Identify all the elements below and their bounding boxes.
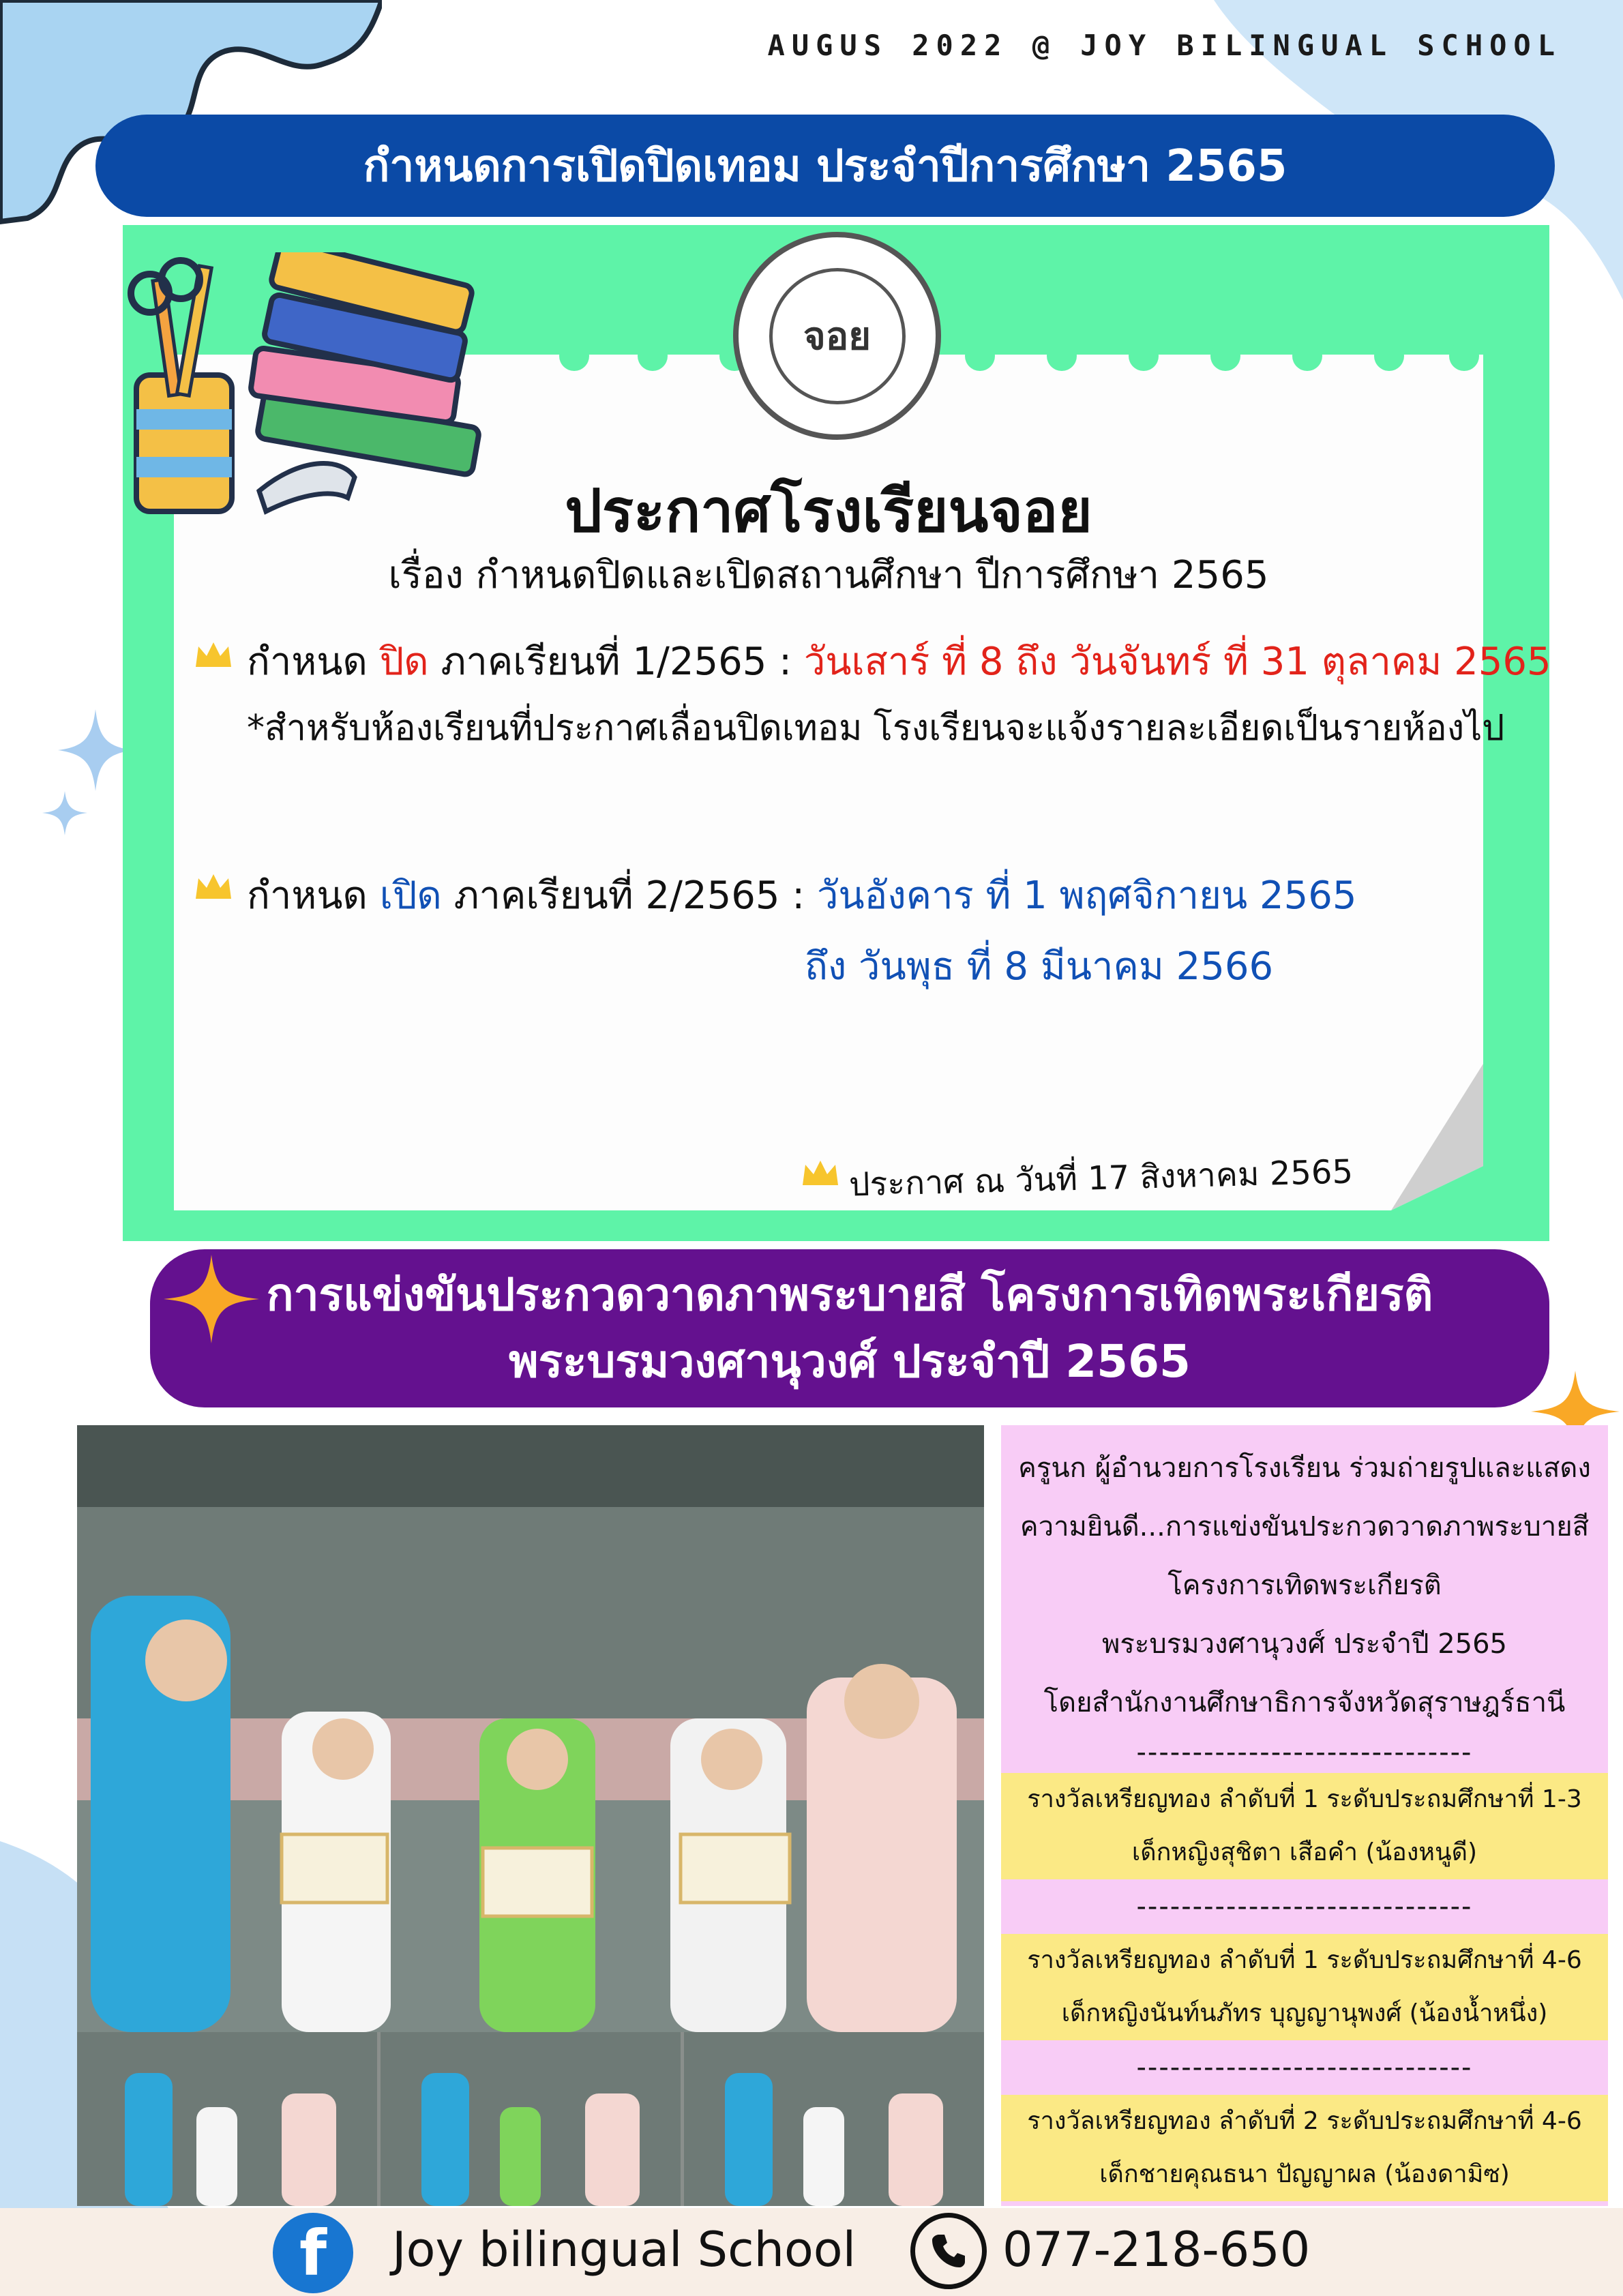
contest-intro-line: ครูนก ผู้อำนวยการโรงเรียน ร่วมถ่ายรูปและแสดง bbox=[1018, 1452, 1591, 1484]
close-term-line bbox=[247, 631, 1551, 691]
page-curl bbox=[1378, 1064, 1493, 1214]
phone-icon[interactable] bbox=[910, 2213, 987, 2289]
contest-banner-line2: พระบรมวงศานุวงศ์ ประจำปี 2565 bbox=[509, 1335, 1191, 1388]
award-title: รางวัลเหรียญทอง ลำดับที่ 2 ระดับประถมศึกษาที่ 4-6 bbox=[1027, 2107, 1582, 2135]
header-tag: AUGUS 2022 @ JOY BILINGUAL SCHOOL bbox=[767, 29, 1562, 62]
binder-dot bbox=[1449, 341, 1479, 371]
binder-dot bbox=[1129, 341, 1159, 371]
binder-dot bbox=[1374, 341, 1404, 371]
footer-school-name[interactable]: Joy bilingual School bbox=[392, 2222, 857, 2278]
close-term: ภาคเรียนที่ 1/2565 : bbox=[441, 640, 792, 684]
binder-dot bbox=[1210, 341, 1240, 371]
star-icon bbox=[164, 1255, 259, 1343]
award-photo-thumbnail bbox=[77, 2032, 377, 2206]
footer-phone[interactable]: 077-218-650 bbox=[1002, 2222, 1311, 2278]
crown-icon bbox=[194, 873, 233, 900]
contest-banner-line1: การแข่งขันประกวดวาดภาพระบายสี โครงการเทิดพระเกียรติ bbox=[266, 1268, 1433, 1321]
award-title: รางวัลเหรียญทอง ลำดับที่ 1 ระดับประถมศึกษาที่ 4-6 bbox=[1027, 1946, 1582, 1974]
award-photo-main bbox=[77, 1425, 984, 2032]
open-dates-line1: วันอังคาร ที่ 1 พฤศจิกายน 2565 bbox=[816, 874, 1357, 918]
award-winner: เด็กหญิงสุชิตา เสือคำ (น้องหนูดี) bbox=[1131, 1838, 1478, 1866]
binder-dot bbox=[1047, 341, 1077, 371]
announcement-subtitle: เรื่อง กำหนดปิดและเปิดสถานศึกษา ปีการศึกษา 2565 bbox=[388, 553, 1269, 597]
open-term: ภาคเรียนที่ 2/2565 : bbox=[453, 874, 805, 918]
award-title: รางวัลเหรียญทอง ลำดับที่ 1 ระดับประถมศึกษาที่ 1-3 bbox=[1027, 1785, 1582, 1813]
award-photo-thumbnail bbox=[684, 2032, 984, 2206]
close-prefix: กำหนด bbox=[247, 640, 368, 684]
close-dates: วันเสาร์ ที่ 8 ถึง วันจันทร์ ที่ 31 ตุลาคม 2565 bbox=[803, 640, 1551, 684]
open-keyword: เปิด bbox=[379, 874, 442, 918]
semester-banner-title: กำหนดการเปิดปิดเทอม ประจำปีการศึกษา 2565 bbox=[363, 141, 1287, 192]
separator: ------------------------------ bbox=[1136, 1891, 1473, 1922]
contest-details-panel bbox=[1001, 1425, 1608, 2206]
separator: ------------------------------ bbox=[1136, 1737, 1473, 1768]
phone-handset-icon bbox=[929, 2232, 968, 2270]
announcement-title: ประกาศโรงเรียนจอย bbox=[565, 477, 1092, 546]
open-prefix: กำหนด bbox=[247, 874, 368, 918]
award-item bbox=[1001, 1773, 1608, 1879]
separator: ------------------------------ bbox=[1136, 2052, 1473, 2083]
award-item bbox=[1001, 2095, 1608, 2201]
close-keyword: ปิด bbox=[379, 640, 429, 684]
binder-dot bbox=[638, 341, 668, 371]
open-dates-line2: ถึง วันพุธ ที่ 8 มีนาคม 2566 bbox=[805, 944, 1274, 989]
binder-dot bbox=[559, 341, 589, 371]
school-seal-emblem bbox=[769, 268, 906, 404]
contest-banner bbox=[150, 1249, 1549, 1407]
announcement-signed: ประกาศ ณ วันที่ 17 สิงหาคม 2565 bbox=[848, 1152, 1354, 1204]
crown-icon bbox=[194, 641, 233, 668]
award-winner: เด็กชายคุณธนา ปัญญาผล (น้องดามิซ) bbox=[1099, 2160, 1510, 2188]
semester-banner bbox=[95, 115, 1555, 217]
sparkle-icon bbox=[41, 709, 136, 846]
close-note: *สำหรับห้องเรียนที่ประกาศเลื่อนปิดเทอม โรงเรียนจะแจ้งรายละเอียดเป็นรายห้องไป bbox=[247, 708, 1505, 749]
award-photo-collage bbox=[77, 1425, 984, 2206]
contest-intro-line: โดยสำนักงานศึกษาธิการจังหวัดสุราษฎร์ธานี bbox=[1043, 1687, 1566, 1718]
school-seal bbox=[733, 232, 941, 440]
crown-icon bbox=[801, 1159, 839, 1187]
facebook-icon[interactable]: f bbox=[273, 2213, 353, 2293]
award-photo-thumbnail bbox=[381, 2032, 681, 2206]
binder-dot bbox=[965, 341, 995, 371]
open-term-line bbox=[247, 865, 1357, 925]
binder-dot bbox=[1292, 341, 1322, 371]
award-winner: เด็กหญิงนันท์นภัทร บุญญานุพงศ์ (น้องน้ำหนึ่ง) bbox=[1061, 1999, 1548, 2027]
school-seal-text: จอย bbox=[803, 314, 872, 359]
contest-intro-line: ความยินดี...การแข่งขันประกวดวาดภาพระบายสี bbox=[1019, 1511, 1590, 1542]
contest-intro-line: พระบรมวงศานุวงศ์ ประจำปี 2565 bbox=[1101, 1628, 1508, 1660]
award-item bbox=[1001, 1934, 1608, 2040]
contest-intro-line: โครงการเทิดพระเกียรติ bbox=[1167, 1570, 1442, 1601]
